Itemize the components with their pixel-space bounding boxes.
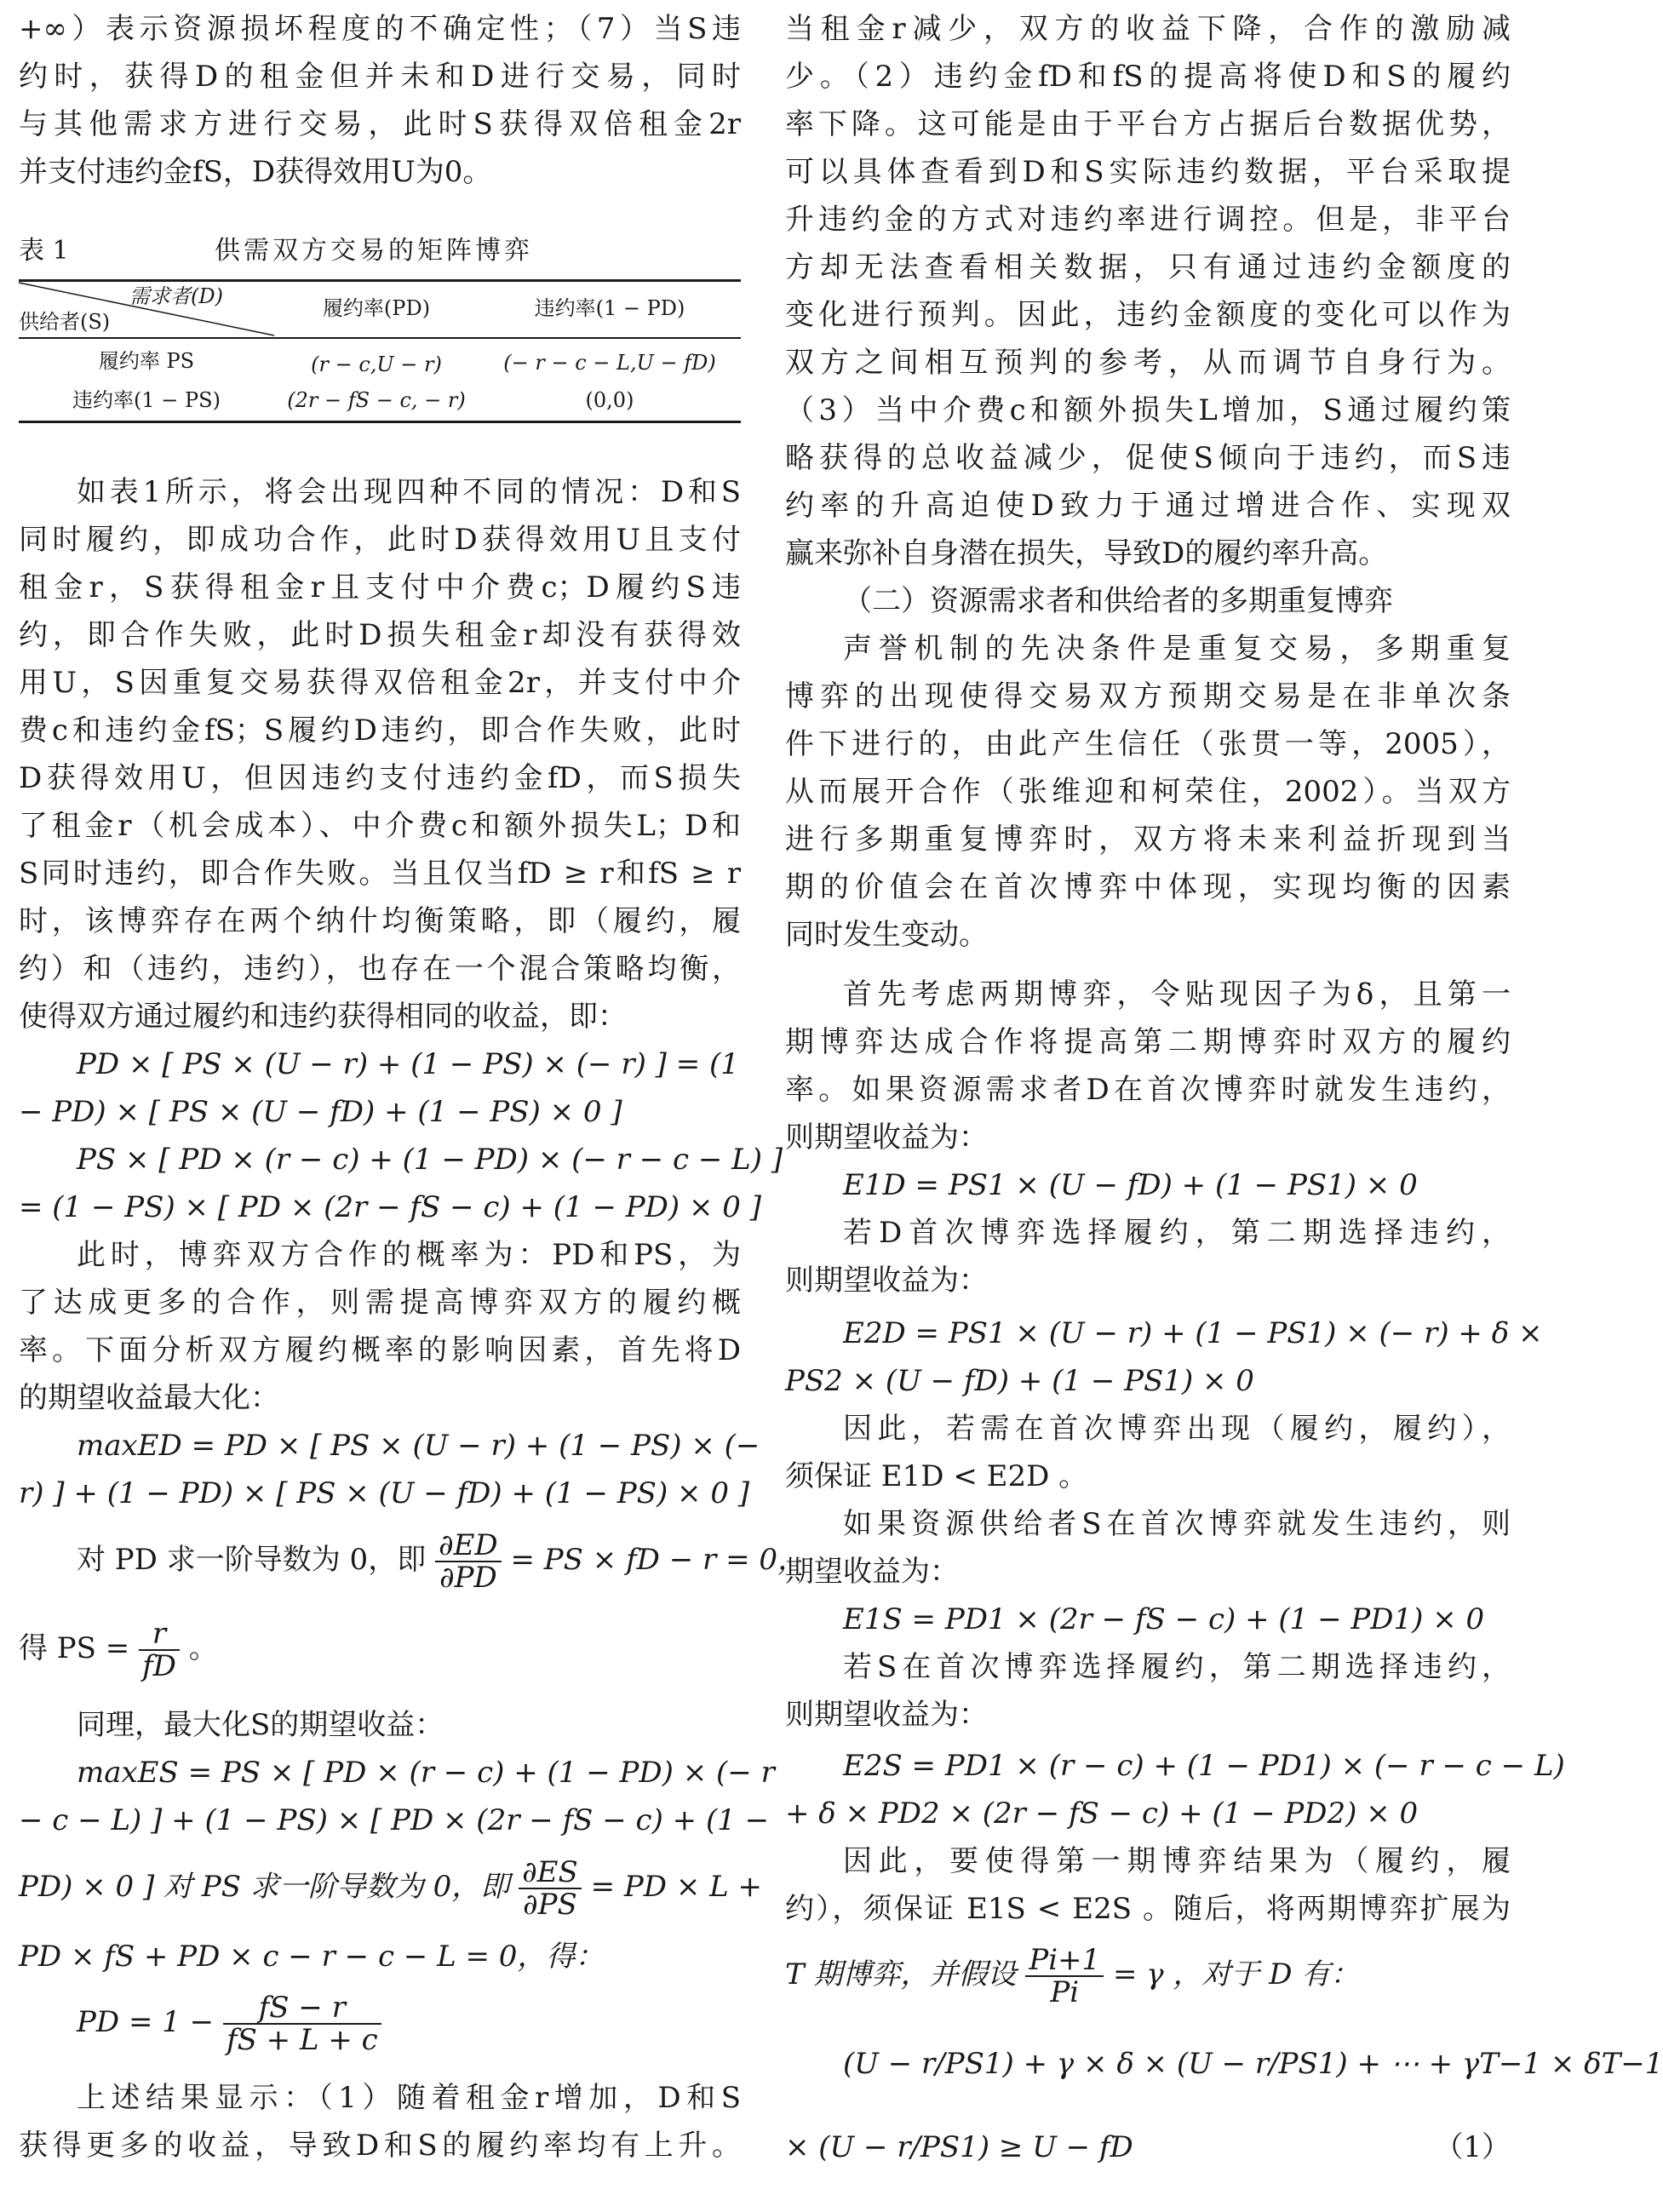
text-line: 因此，要使得第一期博弈结果为（履约，履	[843, 1844, 1511, 1878]
derivative-line-s: PD) × 0 ] 对 PS 求一阶导数为 0，即 $\frac{\partial ES}{\partial PS}$ = PD × L +	[19, 1855, 762, 1922]
fraction: $\frac{\partial ED}{\partial PD}$	[435, 1530, 502, 1593]
text-line: 此时，博弈双方合作的概率为：PD和PS，为	[77, 1238, 741, 1272]
text-line: 上述结果显示：（1）随着租金r增加，D和S	[77, 2081, 741, 2115]
equation-line: × (U − r/PS1) ≥ U − fD （1）	[785, 2123, 1511, 2171]
text-line: 方却无法查看相关数据，只有通过违约金额度的	[785, 250, 1511, 284]
corner-supply: 供给者(S)	[19, 310, 111, 334]
text-line: 进行多期重复博弈时，双方将未来利益折现到当	[785, 822, 1511, 857]
text-line: 约，即合作失败，此时D损失租金r却没有获得效	[19, 618, 741, 652]
fraction: $\frac{fS - r}{fS + L + c}$	[223, 1992, 381, 2055]
equation-line: E1S = PD1 × (2r − fS − c) + (1 − PD1) × 0	[843, 1602, 1485, 1636]
table-caption	[19, 230, 741, 272]
equation-line: E2S = PD1 × (r − c) + (1 − PD1) × (− r − c − L)	[843, 1749, 1565, 1783]
text-line: 期的价值会在首次博弈中体现，实现均衡的因素	[785, 870, 1511, 904]
text-line: 用U，S因重复交易获得双倍租金2r，并支付中介	[19, 666, 741, 700]
text-line: 从而展开合作（张维迎和柯荣住，2002）。当双方	[785, 775, 1511, 809]
fraction: $\frac{\partial ES}{\partial PS}$	[519, 1857, 582, 1920]
fraction: $\frac{r}{fD}$	[139, 1619, 180, 1682]
text-line: 费c和违约金fS；S履约D违约，即合作失败，此时	[19, 713, 741, 748]
text-line: 同时发生变动。	[785, 918, 988, 952]
cell-perform-default: (− r − c − L,U − fD)	[503, 351, 716, 375]
text-line: 如果资源供给者S在首次博弈就发生违约，则	[843, 1507, 1511, 1541]
text-line: 了达成更多的合作，则需提高博弈双方的履约概	[19, 1286, 741, 1320]
text-line: 约时，获得D的租金但并未和D进行交易，同时	[19, 60, 741, 94]
text-line: 并支付违约金fS，D获得效用U为0。	[19, 155, 492, 189]
text-line: 件下进行的，由此产生信任（张贯一等，2005），	[785, 727, 1511, 761]
cell-default-perform: (2r − fS − c, − r)	[287, 388, 466, 412]
text-line: 同时履约，即成功合作，此时D获得效用U且支付	[19, 523, 741, 557]
table-bottom-rule	[19, 421, 741, 423]
text-line: 须保证 E1D < E2D 。	[785, 1459, 1088, 1493]
text-line: 则期望收益为：	[785, 1698, 988, 1732]
equation-line: PS × [ PD × (r − c) + (1 − PD) × (− r − c − L) ]	[77, 1143, 783, 1177]
text-line: 则期望收益为：	[785, 1264, 988, 1298]
fraction: $\frac{Pi+1}{Pi}$	[1025, 1945, 1104, 2008]
text-line: 因此，若需在首次博弈出现（履约，履约），	[843, 1412, 1511, 1446]
row-header-default: 违约率(1 − PS)	[72, 388, 221, 412]
text-line: 少。（2）违约金fD和fS的提高将使D和S的履约	[785, 60, 1511, 94]
text-line: 若S在首次博弈选择履约，第二期选择违约，	[843, 1650, 1511, 1684]
table-number: 表 1	[19, 236, 69, 266]
text-line: 获得更多的收益，导致D和S的履约率均有上升。	[19, 2129, 741, 2163]
gamma-assumption: T 期博弈，并假设 $\frac{Pi+1}{Pi}$ = γ ，对于 D 有：	[785, 1943, 1360, 2009]
text-line: 升违约金的方式对违约率进行调控。但是，非平台	[785, 203, 1511, 237]
equation-line: = (1 − PS) × [ PD × (2r − fS − c) + (1 − PD) × 0 ]	[19, 1190, 761, 1224]
col-header-default: 违约率(1 − PD)	[534, 296, 685, 320]
corner-demand: 需求者(D)	[129, 284, 223, 308]
text-line: 率。如果资源需求者D在首次博弈时就发生违约，	[785, 1073, 1511, 1107]
text-line: 声誉机制的先决条件是重复交易，多期重复	[843, 632, 1511, 666]
table-mid-rule	[19, 337, 741, 339]
result-pd: PD = 1 − $\frac{fS - r}{fS + L + c}$	[19, 1984, 741, 2060]
text-line: 双方之间相互预判的参考，从而调节自身行为。	[785, 346, 1511, 380]
text-line: 约）和（违约，违约），也存在一个混合策略均衡，	[19, 952, 741, 986]
table-title: 供需双方交易的矩阵博弈	[215, 236, 533, 266]
equation-line: + δ × PD2 × (2r − fS − c) + (1 − PD2) × 0	[785, 1797, 1419, 1831]
payoff-matrix-table	[19, 279, 741, 424]
text-line: 首先考虑两期博弈，令贴现因子为δ，且第一	[843, 977, 1511, 1011]
equation-line: PS2 × (U − fD) + (1 − PS1) × 0	[785, 1364, 1254, 1398]
equation-line: maxES = PS × [ PD × (r − c) + (1 − PD) × (− r	[77, 1756, 775, 1790]
text-line: 使得双方通过履约和违约获得相同的收益，即：	[19, 1000, 627, 1034]
text-line: 如表1所示，将会出现四种不同的情况：D和S	[77, 475, 741, 509]
text-line: 的期望收益最大化：	[19, 1381, 279, 1415]
result-ps: 得 PS = $\frac{r}{fD}$ 。	[19, 1617, 218, 1683]
derivative-line-d: 对 PD 求一阶导数为 0，即 $\frac{\partial ED}{\partial PD}$ = PS × fD − r = 0，	[77, 1528, 807, 1595]
text-line: 约率的升高迫使D致力于通过增进合作、实现双	[785, 489, 1511, 523]
cell-default-default: (0,0)	[585, 388, 634, 412]
text-line: 率下降。这可能是由于平台方占据后台数据优势，	[785, 107, 1511, 141]
text-line: 略获得的总收益减少，促使S倾向于违约，而S违	[785, 441, 1511, 475]
text-line: +∞）表示资源损坏程度的不确定性；（7）当S违	[19, 12, 741, 46]
text-line: 与其他需求方进行交易，此时S获得双倍租金2r	[19, 107, 741, 141]
text-line: 博弈的出现使得交易双方预期交易是在非单次条	[785, 679, 1511, 713]
equation-line: PD × fS + PD × c − r − c − L = 0，得：	[19, 1940, 605, 1974]
text-line: 租金r，S获得租金r且支付中介费c；D履约S违	[19, 570, 741, 605]
text-line: 时，该博弈存在两个纳什均衡策略，即（履约，履	[19, 904, 741, 938]
col-header-perform: 履约率(PD)	[322, 296, 431, 320]
text-line: 同理，最大化S的期望收益：	[77, 1708, 444, 1742]
text-line: 若D首次博弈选择履约，第二期选择违约，	[843, 1216, 1511, 1250]
equation-line: r) ] + (1 − PD) × [ PS × (U − fD) + (1 − PS) × 0 ]	[19, 1476, 750, 1510]
equation-line: E1D = PS1 × (U − fD) + (1 − PS1) × 0	[843, 1168, 1418, 1202]
text-line: 当租金r减少，双方的收益下降，合作的激励减	[785, 12, 1511, 46]
section-heading: （二）资源需求者和供给者的多期重复博弈	[843, 584, 1393, 618]
text-line: 了租金r（机会成本）、中介费c和额外损失L；D和	[19, 809, 741, 843]
text-line: （3）当中介费c和额外损失L增加，S通过履约策	[785, 393, 1511, 427]
text-line: 期望收益为：	[785, 1555, 959, 1589]
text-line: 赢来弥补自身潜在损失，导致D的履约率升高。	[785, 536, 1388, 570]
row-header-perform: 履约率 PS	[98, 349, 195, 373]
equation-line: E2D = PS1 × (U − r) + (1 − PS1) × (− r) + δ ×	[843, 1316, 1543, 1350]
text-line: 可以具体查看到D和S实际违约数据，平台采取提	[785, 155, 1511, 189]
text-line: S同时违约，即合作失败。当且仅当fD ≥ r和fS ≥ r	[19, 857, 741, 891]
equation-line: PD × [ PS × (U − r) + (1 − PS) × (− r) ] = (1	[77, 1047, 739, 1081]
equation-line: maxED = PD × [ PS × (U − r) + (1 − PS) × (−	[77, 1429, 760, 1463]
equation-line: − c − L) ] + (1 − PS) × [ PD × (2r − fS − c) + (1 −	[19, 1803, 770, 1837]
text-line: 则期望收益为：	[785, 1120, 988, 1155]
cell-perform-perform: (r − c,U − r)	[311, 352, 442, 376]
equation-line: − PD) × [ PS × (U − fD) + (1 − PS) × 0 ]	[19, 1095, 622, 1129]
text-line: 变化进行预判。因此，违约金额度的变化可以作为	[785, 298, 1511, 332]
text-line: 期博弈达成合作将提高第二期博弈时双方的履约	[785, 1025, 1511, 1059]
equation-number: （1）	[1434, 2130, 1511, 2164]
text-line: 率。下面分析双方履约概率的影响因素，首先将D	[19, 1333, 741, 1367]
text-line: 约），须保证 E1S < E2S 。随后，将两期博弈扩展为	[785, 1892, 1511, 1926]
text-line: D获得效用U，但因违约支付违约金fD，而S损失	[19, 761, 741, 795]
equation-line: (U − r/PS1) + γ × δ × (U − r/PS1) + ⋯ + γT−1 × δT−1	[843, 2047, 1663, 2081]
